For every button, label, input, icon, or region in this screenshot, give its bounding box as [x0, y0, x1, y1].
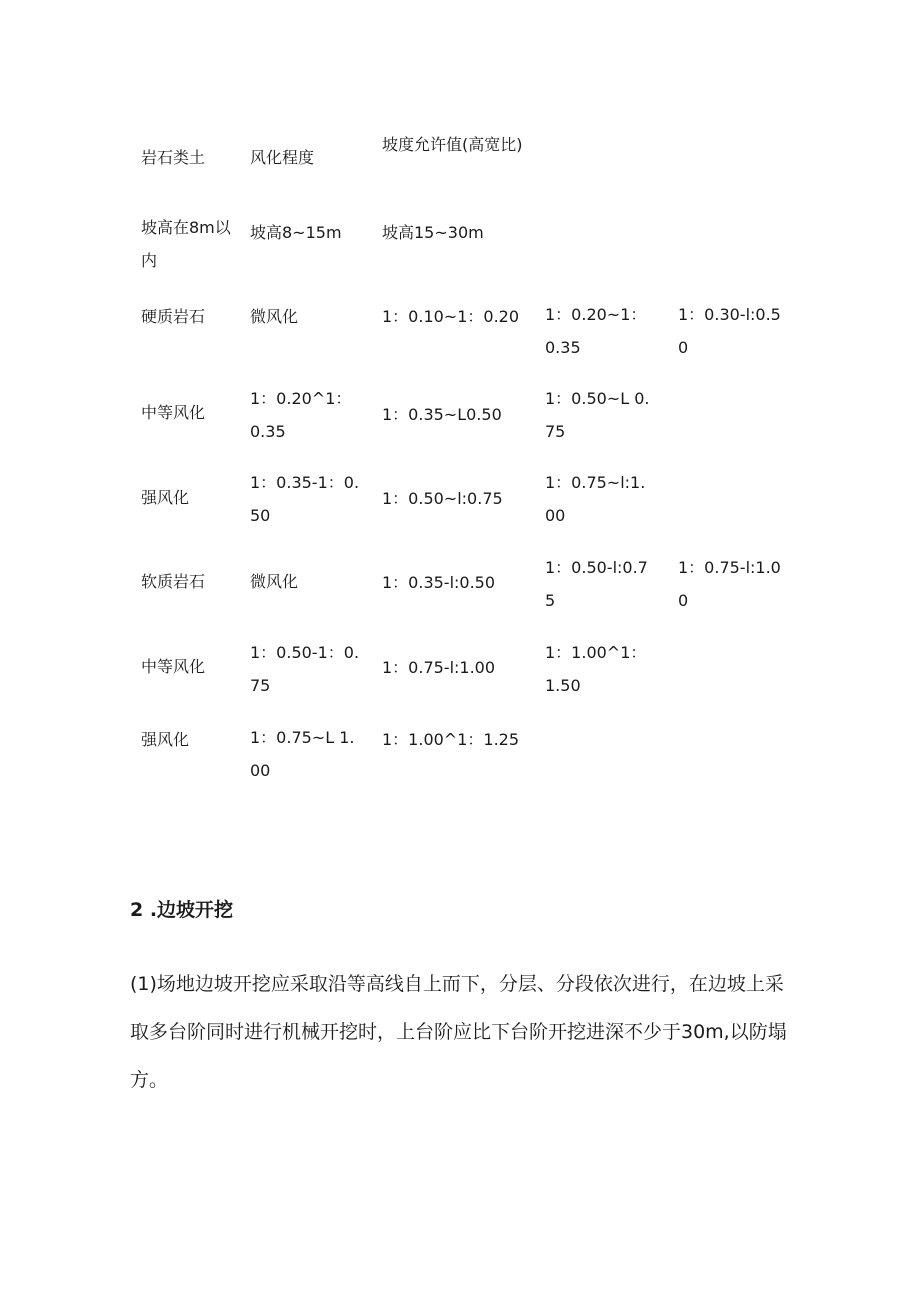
- table-cell: 1：0.35-1：0.50: [250, 473, 360, 525]
- table-cell: 1：0.50~L 0.75: [545, 389, 650, 441]
- table-cell: 风化程度: [250, 148, 315, 167]
- table-cell: 软质岩石: [141, 572, 206, 591]
- section-paragraph: (1)场地边坡开挖应采取沿等高线自上而下，分层、分段依次进行，在边坡上采取多台阶同时进行机械开挖时，上台阶应比下台阶开挖进深不少于30m,以防塌方。: [130, 973, 787, 1091]
- table-cell: 1：0.20~1：0.35: [545, 305, 647, 357]
- table-cell: 1：0.75-l:1.00: [382, 658, 496, 677]
- table-cell: 坡高在8m以内: [141, 218, 231, 270]
- table-cell: 1：0.75~l:1.00: [545, 473, 646, 525]
- section-heading: 2 .边坡开挖: [130, 899, 234, 921]
- table-cell: 1：0.75~L 1.00: [250, 728, 355, 780]
- table-cell: 坡高15~30m: [382, 223, 484, 242]
- table-cell: 1：0.35~L0.50: [382, 405, 502, 424]
- table-cell: 强风化: [141, 488, 190, 507]
- table-cell: 中等风化: [141, 657, 206, 676]
- table-cell: 坡度允许值(高宽比): [382, 135, 523, 154]
- table-cell: 1：0.20^1：0.35: [250, 389, 352, 441]
- table-cell: 坡高8~15m: [250, 223, 342, 242]
- table-cell: 中等风化: [141, 403, 206, 422]
- table-cell: 岩石类土: [141, 148, 206, 167]
- table-cell: 1：1.00^1：1.25: [382, 730, 520, 749]
- table-cell: 1：0.10~1：0.20: [382, 307, 520, 326]
- table-cell: 1：0.30-l:0.50: [678, 305, 781, 357]
- table-cell: 微风化: [250, 307, 299, 326]
- table-cell: 1：0.50-1：0.75: [250, 643, 360, 695]
- table-cell: 1：0.35-l:0.50: [382, 573, 496, 592]
- table-cell: 1：0.75-l:1.00: [678, 558, 781, 610]
- table-cell: 1：0.50~l:0.75: [382, 489, 503, 508]
- table-cell: 1：1.00^1：1.50: [545, 643, 647, 695]
- table-cell: 1：0.50-l:0.75: [545, 558, 648, 610]
- table-cell: 硬质岩石: [141, 307, 206, 326]
- table-cell: 强风化: [141, 730, 190, 749]
- table-cell: 微风化: [250, 572, 299, 591]
